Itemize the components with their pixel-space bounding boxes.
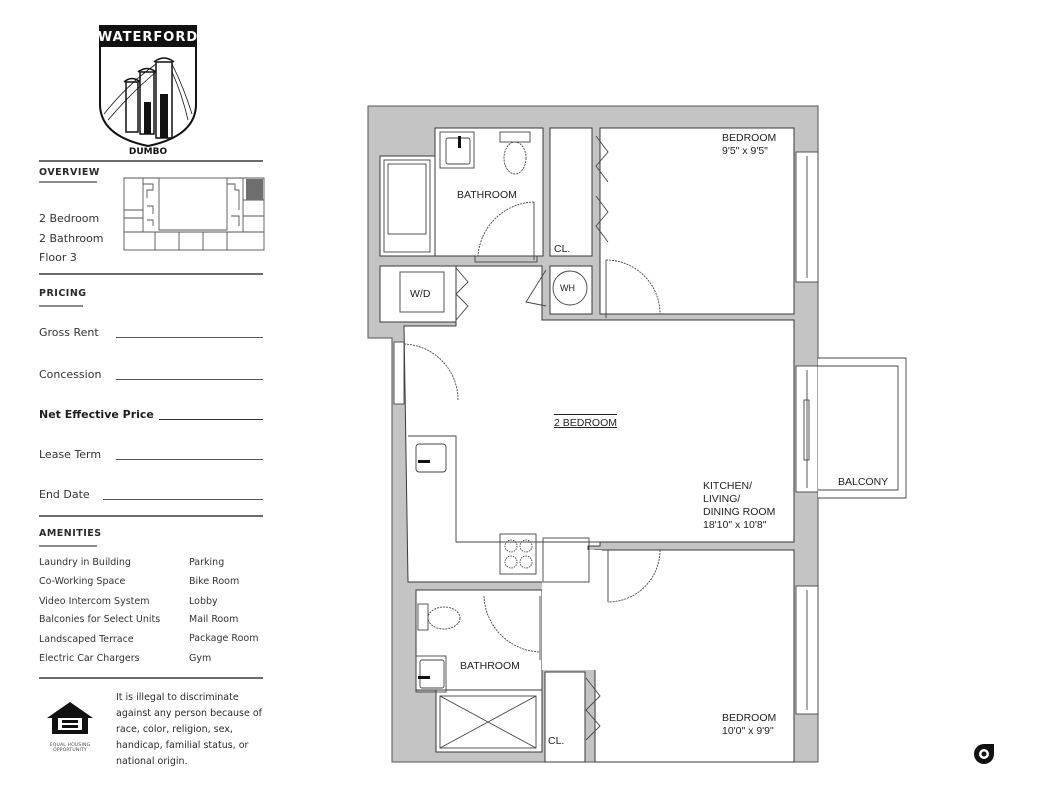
amenity-item: Gym: [189, 653, 212, 664]
bridge-shield-logo: [98, 24, 198, 156]
brand-droplet-icon: [972, 742, 996, 766]
net-effective-price-field[interactable]: [159, 419, 263, 420]
overview-bathrooms: 2 Bathroom: [39, 232, 104, 245]
amenity-item: Electric Car Chargers: [39, 653, 140, 664]
overview-underline: [39, 181, 97, 183]
amenity-item: Bike Room: [189, 576, 240, 587]
amenity-item: Lobby: [189, 596, 218, 607]
amenity-item: Laundry in Building: [39, 557, 131, 568]
pricing-title: PRICING: [39, 288, 87, 299]
building-keyplan-diagram: [123, 176, 265, 252]
equal-housing-statement: It is illegal to discriminate against any person because of race, color, religion, sex, handicap, familial status, or national origin.: [116, 692, 263, 767]
kitchen-living-dining-label: [703, 480, 775, 532]
overview-title: OVERVIEW: [39, 167, 100, 178]
lease-term-field[interactable]: [116, 459, 263, 460]
amenity-item: Co-Working Space: [39, 576, 126, 587]
floor-plan: [360, 100, 920, 780]
closet-1-label: CL.: [554, 243, 571, 255]
equal-housing-opportunity-icon: [45, 700, 95, 736]
end-date-label: End Date: [39, 488, 90, 501]
bedroom-2-name: BEDROOM: [722, 712, 777, 724]
floor-plan-drawing: [360, 100, 920, 780]
bathroom-2-label: BATHROOM: [460, 660, 520, 672]
pricing-row-lease-term: [39, 448, 263, 464]
closet-2-label: CL.: [548, 735, 565, 747]
concession-label: Concession: [39, 368, 102, 381]
bedroom-2-label: [722, 712, 776, 738]
bedroom-1-dims: 9'5" x 9'5": [722, 145, 768, 157]
brand-neighborhood: DUMBO: [128, 147, 168, 156]
pricing-row-gross-rent: [39, 326, 263, 342]
amenities-underline: [39, 545, 97, 547]
balcony-label: BALCONY: [838, 476, 889, 488]
overview-bedrooms: 2 Bedroom: [39, 212, 100, 225]
info-sidebar: [39, 0, 263, 800]
living-name-line: DINING ROOM: [703, 506, 776, 518]
amenity-item: Video Intercom System: [39, 596, 150, 607]
concession-field[interactable]: [116, 379, 263, 380]
living-dims: 18'10" x 10'8": [703, 519, 767, 531]
amenity-item: Mail Room: [189, 614, 239, 625]
washer-dryer-label: W/D: [410, 288, 431, 300]
pricing-row-concession: [39, 368, 263, 384]
divider: [39, 677, 263, 679]
equal-housing-caption: EQUAL HOUSING OPPORTUNITY: [49, 743, 91, 754]
amenity-item: Parking: [189, 557, 225, 568]
bedroom-1-name: BEDROOM: [722, 132, 777, 144]
unit-type-label: 2 BEDROOM: [554, 414, 617, 429]
pricing-row-net-effective: [39, 408, 263, 424]
amenities-title: AMENITIES: [39, 528, 102, 539]
gross-rent-label: Gross Rent: [39, 326, 99, 339]
bedroom-1-label: [722, 132, 776, 158]
amenity-item: Balconies for Select Units: [39, 614, 161, 625]
amenity-item: Landscaped Terrace: [39, 634, 134, 645]
divider: [39, 515, 263, 517]
divider: [39, 160, 263, 162]
gross-rent-field[interactable]: [116, 337, 263, 338]
pricing-underline: [39, 305, 83, 307]
amenity-item: Package Room: [189, 633, 259, 644]
brand-name: WATERFORD: [98, 30, 198, 45]
water-heater-label: WH: [560, 283, 575, 293]
lease-term-label: Lease Term: [39, 448, 102, 461]
overview-floor: Floor 3: [39, 251, 77, 264]
net-effective-price-label: Net Effective Price: [39, 408, 154, 421]
bedroom-2-dims: 10'0" x 9'9": [722, 725, 774, 737]
living-name-line: KITCHEN/: [703, 480, 753, 492]
end-date-field[interactable]: [103, 499, 263, 500]
pricing-row-end-date: [39, 488, 263, 504]
bathroom-1-label: BATHROOM: [457, 189, 517, 201]
divider: [39, 273, 263, 275]
living-name-line: LIVING/: [703, 493, 741, 505]
